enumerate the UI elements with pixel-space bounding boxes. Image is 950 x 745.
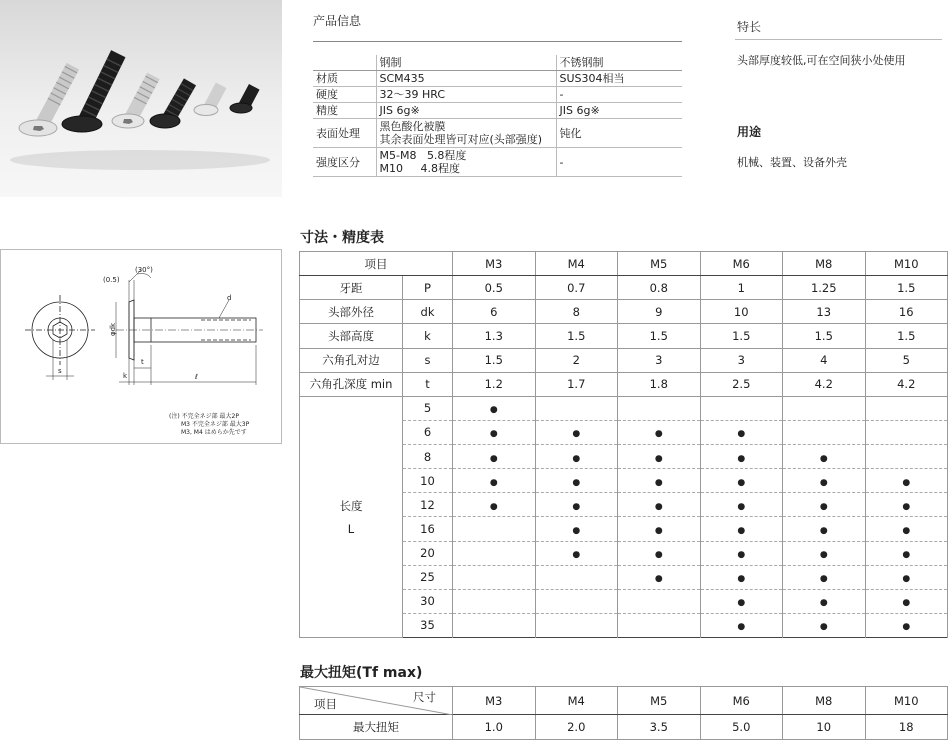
availability-cell <box>453 493 536 517</box>
product-info-steel-line: M10 4.8程度 <box>379 162 460 175</box>
torque-value: 10 <box>783 715 866 740</box>
dimension-value: 1.5 <box>453 348 536 372</box>
availability-cell <box>535 565 618 589</box>
availability-cell <box>783 613 866 637</box>
availability-cell <box>453 445 536 469</box>
product-info-steel-value: JIS 6g※ <box>376 103 556 119</box>
availability-dot: ● <box>489 477 498 488</box>
product-info-steel-line: 其余表面处理皆可对应(头部强度) <box>379 133 543 146</box>
dimension-name: 六角孔对边 <box>300 348 403 372</box>
availability-dot: ● <box>819 550 828 561</box>
torque-value: 18 <box>865 715 948 740</box>
availability-dot: ● <box>737 622 746 633</box>
availability-cell <box>865 589 948 613</box>
dimension-value: 1.7 <box>535 372 618 396</box>
dimension-symbol: k <box>403 324 453 348</box>
dimension-value: 9 <box>618 300 701 324</box>
torque-header-item: 项目 <box>314 697 337 711</box>
availability-cell <box>453 517 536 541</box>
product-info-label: 表面处理 <box>313 119 376 148</box>
availability-cell <box>865 420 948 444</box>
dimension-value: 3 <box>618 348 701 372</box>
availability-cell <box>618 396 701 420</box>
torque-value-row <box>300 715 948 740</box>
product-info-steel-line: 黑色酸化被膜 <box>379 120 446 133</box>
availability-dot: ● <box>572 453 581 464</box>
availability-dot: ● <box>819 501 828 512</box>
product-info-steel-value <box>376 148 556 177</box>
availability-cell <box>535 445 618 469</box>
product-info-steel-value: SCM435 <box>376 71 556 87</box>
availability-dot: ● <box>819 574 828 585</box>
dimension-value: 1.25 <box>783 276 866 300</box>
availability-cell <box>700 613 783 637</box>
dimension-name: 头部外径 <box>300 300 403 324</box>
availability-dot: ● <box>819 477 828 488</box>
availability-cell <box>783 445 866 469</box>
availability-cell <box>783 396 866 420</box>
length-value: 5 <box>403 396 453 420</box>
dimension-name: 头部高度 <box>300 324 403 348</box>
dimension-name: 六角孔深度 min <box>300 372 403 396</box>
availability-cell <box>535 517 618 541</box>
dimension-value: 4 <box>783 348 866 372</box>
dimension-value: 1.5 <box>618 324 701 348</box>
availability-cell <box>453 541 536 565</box>
product-info-steel-line: M5-M8 5.8程度 <box>379 149 467 162</box>
availability-cell <box>618 589 701 613</box>
product-info-header-blank <box>313 55 376 71</box>
availability-dot: ● <box>654 525 663 536</box>
availability-dot: ● <box>654 429 663 440</box>
size-header: M6 <box>700 252 783 276</box>
availability-cell <box>453 613 536 637</box>
product-info-label: 硬度 <box>313 87 376 103</box>
availability-dot: ● <box>737 453 746 464</box>
availability-dot: ● <box>737 477 746 488</box>
torque-value: 1.0 <box>453 715 536 740</box>
product-info-header-steel: 钢制 <box>376 55 556 71</box>
dimension-symbol: s <box>403 348 453 372</box>
length-row <box>300 396 948 420</box>
label-k: k <box>123 372 128 380</box>
availability-cell <box>783 517 866 541</box>
torque-value: 5.0 <box>700 715 783 740</box>
label-d: d <box>227 294 232 302</box>
availability-cell <box>618 445 701 469</box>
product-info-row <box>313 103 682 119</box>
availability-cell <box>618 420 701 444</box>
torque-size-header: M3 <box>453 687 536 715</box>
length-label-symbol: L <box>347 521 355 536</box>
product-info-label: 材质 <box>313 71 376 87</box>
technical-drawing <box>0 249 282 444</box>
torque-header-size: 尺寸 <box>413 690 436 704</box>
availability-dot: ● <box>737 598 746 609</box>
availability-cell <box>535 589 618 613</box>
dimension-value: 0.7 <box>535 276 618 300</box>
length-value: 12 <box>403 493 453 517</box>
availability-cell <box>453 469 536 493</box>
product-info-header-stainless: 不锈钢制 <box>556 55 682 71</box>
availability-dot: ● <box>654 477 663 488</box>
availability-dot: ● <box>654 574 663 585</box>
availability-dot: ● <box>489 405 498 416</box>
availability-cell <box>618 613 701 637</box>
availability-cell <box>865 613 948 637</box>
dimension-row <box>300 324 948 348</box>
torque-size-header: M5 <box>618 687 701 715</box>
dimension-header-row <box>300 252 948 276</box>
availability-cell <box>700 420 783 444</box>
dimension-value: 1.8 <box>618 372 701 396</box>
availability-cell <box>700 469 783 493</box>
availability-cell <box>865 565 948 589</box>
dimension-value: 6 <box>453 300 536 324</box>
product-info-stainless-value: SUS304相当 <box>556 71 682 87</box>
product-photo <box>0 0 282 197</box>
product-info-row <box>313 87 682 103</box>
length-value: 35 <box>403 613 453 637</box>
availability-dot: ● <box>572 429 581 440</box>
feature-divider <box>735 39 942 40</box>
availability-dot: ● <box>737 550 746 561</box>
feature-text: 头部厚度较低,可在空间狭小处使用 <box>737 54 906 67</box>
length-value: 20 <box>403 541 453 565</box>
torque-size-header: M8 <box>783 687 866 715</box>
availability-dot: ● <box>654 550 663 561</box>
availability-cell <box>865 469 948 493</box>
availability-cell <box>535 493 618 517</box>
length-label <box>300 396 403 637</box>
availability-cell <box>783 469 866 493</box>
size-header: M8 <box>783 252 866 276</box>
availability-cell <box>453 420 536 444</box>
label-t: t <box>141 358 144 366</box>
torque-table <box>299 686 948 740</box>
dimension-value: 1.5 <box>700 324 783 348</box>
length-value: 6 <box>403 420 453 444</box>
use-title: 用途 <box>737 125 762 139</box>
availability-cell <box>453 589 536 613</box>
dimension-symbol: t <box>403 372 453 396</box>
product-info-steel-value <box>376 119 556 148</box>
availability-cell <box>453 565 536 589</box>
dimension-value: 1.5 <box>535 324 618 348</box>
availability-cell <box>700 493 783 517</box>
torque-header-row <box>300 687 948 715</box>
size-header: M4 <box>535 252 618 276</box>
availability-cell <box>700 445 783 469</box>
label-angle: (30°) <box>135 266 153 274</box>
product-info-title: 产品信息 <box>313 14 362 28</box>
availability-cell <box>535 396 618 420</box>
dimension-value: 8 <box>535 300 618 324</box>
availability-cell <box>865 541 948 565</box>
length-label-text: 长度 <box>339 498 363 513</box>
size-header: M5 <box>618 252 701 276</box>
dimension-value: 1.2 <box>453 372 536 396</box>
availability-dot: ● <box>489 501 498 512</box>
dimension-value: 10 <box>700 300 783 324</box>
dimension-value: 1.5 <box>865 324 948 348</box>
dimension-value: 1.5 <box>783 324 866 348</box>
dimension-row <box>300 276 948 300</box>
dimension-value: 1 <box>700 276 783 300</box>
availability-dot: ● <box>902 550 911 561</box>
length-value: 30 <box>403 589 453 613</box>
product-info-divider <box>313 41 682 42</box>
dimension-value: 13 <box>783 300 866 324</box>
dimension-value: 4.2 <box>783 372 866 396</box>
availability-cell <box>865 517 948 541</box>
availability-dot: ● <box>737 525 746 536</box>
availability-dot: ● <box>654 501 663 512</box>
availability-dot: ● <box>737 574 746 585</box>
availability-cell <box>535 469 618 493</box>
product-info-table <box>313 55 682 177</box>
availability-dot: ● <box>572 525 581 536</box>
product-info-steel-value: 32～39 HRC <box>376 87 556 103</box>
torque-table-title: 最大扭矩(Tf max) <box>300 665 423 681</box>
product-info-label: 精度 <box>313 103 376 119</box>
availability-dot: ● <box>572 501 581 512</box>
dimension-row <box>300 348 948 372</box>
product-info-header-row <box>313 55 682 71</box>
label-head-edge: (0.5) <box>103 276 120 284</box>
availability-dot: ● <box>819 598 828 609</box>
drawing-labels <box>58 266 250 436</box>
availability-dot: ● <box>572 477 581 488</box>
availability-dot: ● <box>737 429 746 440</box>
label-dk: φdk <box>109 322 117 336</box>
availability-cell <box>618 469 701 493</box>
availability-cell <box>700 541 783 565</box>
availability-cell <box>865 493 948 517</box>
dimension-value: 3 <box>700 348 783 372</box>
product-info-stainless-value: 钝化 <box>556 119 682 148</box>
length-availability-body <box>300 396 948 637</box>
availability-cell <box>783 541 866 565</box>
length-value: 16 <box>403 517 453 541</box>
torque-size-header: M10 <box>865 687 948 715</box>
length-value: 8 <box>403 445 453 469</box>
dimension-value: 16 <box>865 300 948 324</box>
product-info-row <box>313 148 682 177</box>
dimension-value: 2.5 <box>700 372 783 396</box>
availability-dot: ● <box>819 453 828 464</box>
availability-cell <box>618 517 701 541</box>
dimension-row <box>300 372 948 396</box>
availability-dot: ● <box>489 429 498 440</box>
product-info-label: 强度区分 <box>313 148 376 177</box>
screw-side-view <box>116 270 263 385</box>
drawing-note: (注) 不完全ネジ部 最大2P <box>169 413 239 420</box>
dimension-name: 牙距 <box>300 276 403 300</box>
availability-cell <box>618 493 701 517</box>
product-info-stainless-value: - <box>556 87 682 103</box>
availability-cell <box>453 396 536 420</box>
availability-dot: ● <box>819 525 828 536</box>
availability-cell <box>535 420 618 444</box>
torque-value: 2.0 <box>535 715 618 740</box>
length-value: 25 <box>403 565 453 589</box>
availability-dot: ● <box>902 598 911 609</box>
torque-header-item-size <box>300 687 453 715</box>
torque-size-header: M6 <box>700 687 783 715</box>
availability-cell <box>783 589 866 613</box>
availability-dot: ● <box>489 453 498 464</box>
label-l: ℓ <box>195 373 198 381</box>
torque-value: 3.5 <box>618 715 701 740</box>
dimension-value: 1.5 <box>865 276 948 300</box>
feature-title: 特长 <box>737 20 762 34</box>
size-header: M10 <box>865 252 948 276</box>
availability-dot: ● <box>902 501 911 512</box>
availability-dot: ● <box>902 525 911 536</box>
dimension-value: 4.2 <box>865 372 948 396</box>
dimension-symbol: P <box>403 276 453 300</box>
dimension-value: 0.8 <box>618 276 701 300</box>
availability-cell <box>865 445 948 469</box>
availability-dot: ● <box>819 622 828 633</box>
availability-cell <box>865 396 948 420</box>
availability-cell <box>700 565 783 589</box>
product-info-row <box>313 71 682 87</box>
dimension-symbol: dk <box>403 300 453 324</box>
availability-dot: ● <box>902 622 911 633</box>
length-value: 10 <box>403 469 453 493</box>
size-header: M3 <box>453 252 536 276</box>
dimension-value: 2 <box>535 348 618 372</box>
torque-size-header: M4 <box>535 687 618 715</box>
product-info-stainless-value: - <box>556 148 682 177</box>
product-info-stainless-value: JIS 6g※ <box>556 103 682 119</box>
torque-row-label: 最大扭矩 <box>300 715 453 740</box>
availability-cell <box>618 565 701 589</box>
dimension-value: 0.5 <box>453 276 536 300</box>
label-s: s <box>58 367 62 375</box>
dimension-header-item: 项目 <box>300 252 453 276</box>
availability-cell <box>535 613 618 637</box>
product-info-row <box>313 119 682 148</box>
drawing-note: M3, M4 はめらか先です <box>181 429 247 436</box>
availability-cell <box>783 493 866 517</box>
dimension-table <box>299 251 948 638</box>
use-text: 机械、装置、设备外壳 <box>737 156 847 169</box>
dimension-value: 5 <box>865 348 948 372</box>
dimension-table-title: 寸法・精度表 <box>300 230 384 246</box>
dimension-value: 1.3 <box>453 324 536 348</box>
availability-dot: ● <box>737 501 746 512</box>
drawing-note: M3 不完全ネジ部 最大3P <box>181 421 250 428</box>
availability-dot: ● <box>572 550 581 561</box>
availability-dot: ● <box>654 453 663 464</box>
availability-cell <box>618 541 701 565</box>
availability-dot: ● <box>902 574 911 585</box>
availability-dot: ● <box>902 477 911 488</box>
availability-cell <box>535 541 618 565</box>
availability-cell <box>700 517 783 541</box>
availability-cell <box>700 589 783 613</box>
availability-cell <box>783 420 866 444</box>
availability-cell <box>700 396 783 420</box>
dimension-row <box>300 300 948 324</box>
availability-cell <box>783 565 866 589</box>
